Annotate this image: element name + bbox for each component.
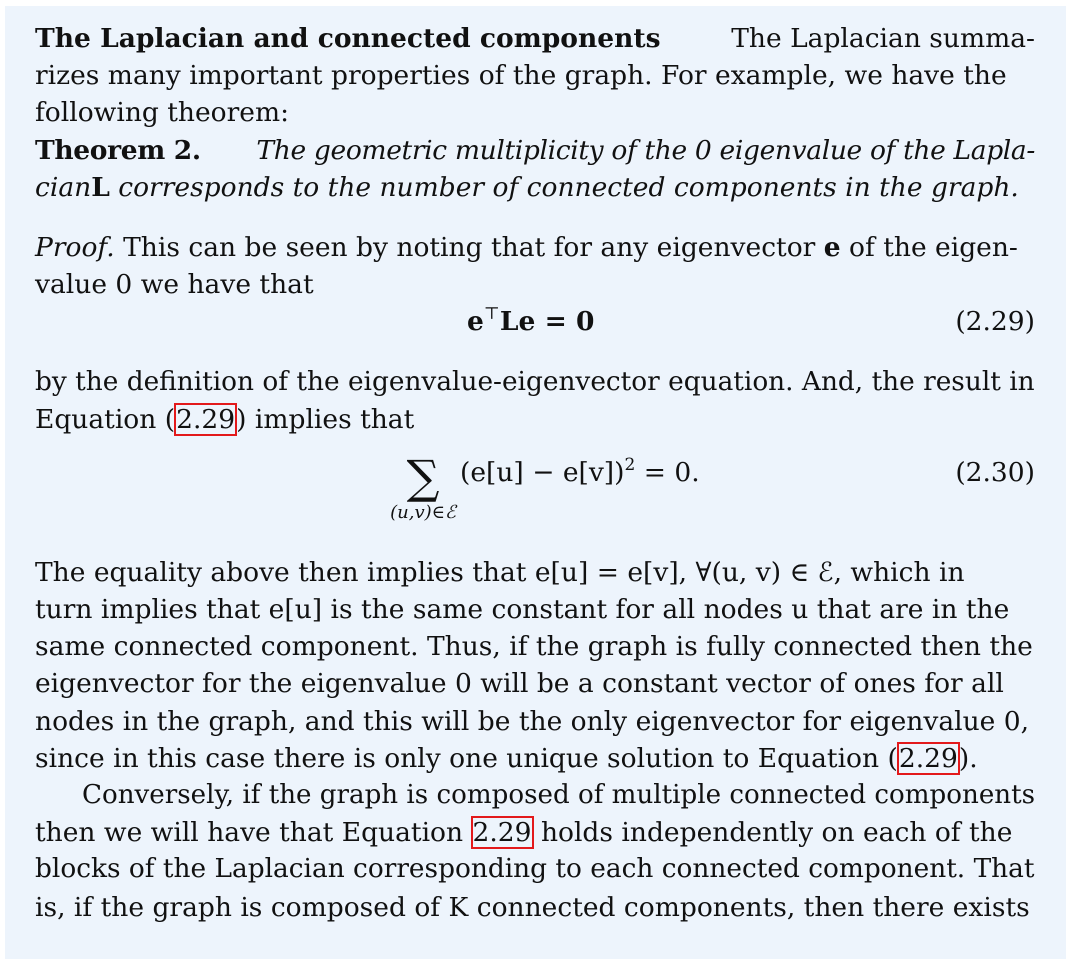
para2-text-4: eigenvector for the eigenvalue 0 will be a constant vector of ones for all (35, 668, 1004, 700)
equation-ref-link[interactable]: 2.29 (472, 817, 532, 849)
sum-subscript: (u,v)∈ℰ (390, 501, 456, 523)
proof-text-1a: This can be seen by noting that for any eigenvector (114, 231, 824, 263)
para3-text-4: is, if the graph is composed of K connected components, then there exists (35, 891, 1030, 923)
intro-line-1 (35, 20, 1035, 57)
para2-line-5 (35, 703, 1035, 740)
para3-line-4 (35, 889, 1035, 926)
equation-ref-link[interactable]: 2.29 (898, 742, 958, 774)
proof-text-4a: Equation ( (35, 403, 176, 435)
para2-line-3 (35, 628, 1035, 665)
para2-text-5: nodes in the graph, and this will be the only eigenvector for eigenvalue 0, (35, 705, 1030, 737)
proof-text-3: by the definition of the eigenvalue-eigenvector equation. And, the result in (35, 366, 1035, 397)
summation (373, 449, 473, 524)
para2-line-4 (35, 665, 1035, 702)
proof-line-2 (35, 266, 1035, 303)
proof-text-1b: of the eigen- (840, 231, 1018, 263)
para3-text-1: Conversely, if the graph is composed of multiple connected components (82, 780, 1036, 810)
theorem-line-1 (35, 132, 1035, 169)
para3-line-3 (35, 851, 1035, 888)
para2-text-6b: ). (958, 742, 978, 774)
proof-line-1 (35, 229, 1035, 266)
laplacian-symbol: L (91, 171, 110, 203)
para3-text-2b: holds independently on each of the (532, 817, 1013, 849)
equation-2-30-number: (2.30) (955, 456, 1035, 488)
section-heading: The Laplacian and connected components (35, 23, 661, 54)
text-panel (5, 6, 1066, 959)
proof-text-4b: ) implies that (236, 403, 415, 435)
para3-line-2 (35, 814, 1035, 851)
para2-text-3: same connected component. Thus, if the graph is fully connected then the (35, 631, 1033, 663)
intro-text-2: rizes many important properties of the graph. For example, we have the (35, 60, 1007, 92)
equation-ref-link[interactable]: 2.29 (176, 403, 236, 435)
proof-text-2: value 0 we have that (35, 269, 314, 301)
equation-2-30 (35, 449, 1035, 536)
proof-line-4 (35, 401, 1035, 438)
intro-line-3 (35, 94, 1035, 131)
theorem-text-2a: cian (35, 171, 92, 203)
intro-line-2 (35, 57, 1035, 94)
para2-text-2: turn implies that e[u] is the same constant for all nodes u that are in the (35, 594, 1010, 626)
theorem-text-2b: corresponds to the number of connected components in the graph. (109, 171, 1019, 203)
intro-text-3: following theorem: (35, 97, 290, 129)
equation-2-29-number: (2.29) (955, 306, 1035, 338)
para3-line-1 (35, 777, 1035, 814)
equation-2-29 (35, 303, 1035, 340)
para2-text-1: The equality above then implies that e[u] = e[v], ∀(u, v) ∈ ℰ, which in (35, 556, 965, 588)
proof-line-3 (35, 364, 1035, 401)
sum-symbol: ∑ (406, 449, 440, 504)
eigenvector-symbol: e (823, 231, 841, 263)
para3-text-2a: then we will have that Equation (35, 817, 472, 849)
para2-line-2 (35, 591, 1035, 628)
para2-text-6a: since in this case there is only one unique solution to Equation ( (35, 742, 898, 774)
theorem-line-2 (35, 169, 1035, 206)
proof-label: Proof. (35, 231, 115, 263)
theorem-label: Theorem 2. (35, 134, 201, 166)
intro-text-1: The Laplacian summa- (731, 23, 1035, 54)
equation-2-29-body: e⊤Le = 0 (467, 304, 595, 338)
theorem-text-1: The geometric multiplicity of the 0 eigenvalue of the Lapla- (256, 134, 1035, 166)
para2-line-1 (35, 554, 1035, 591)
para3-text-3: blocks of the Laplacian corresponding to each connected component. That (35, 854, 1035, 885)
equation-2-30-body: $(e[u] - e[v])^2 = 0$. (460, 454, 700, 488)
para2-line-6 (35, 740, 1035, 777)
